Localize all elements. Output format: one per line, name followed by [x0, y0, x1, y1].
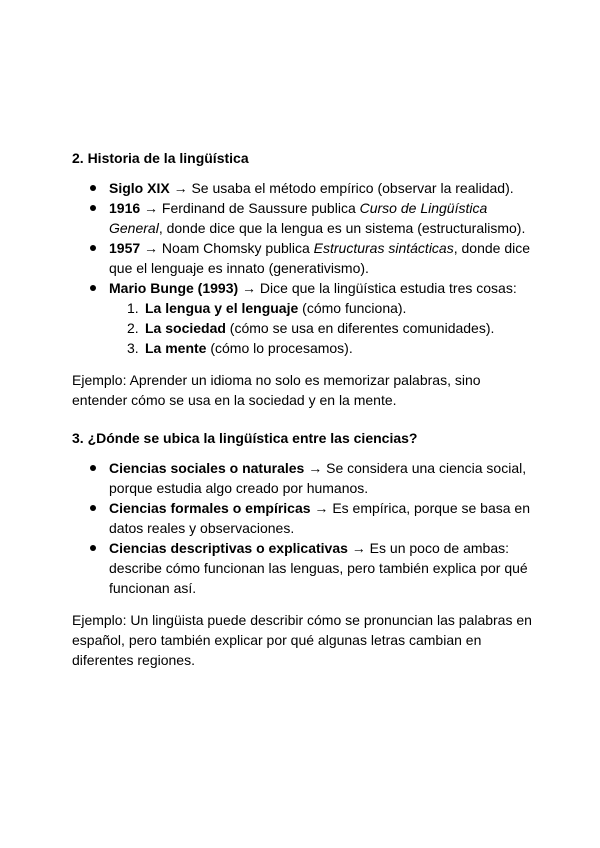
list-item: [72, 238, 532, 278]
bullet-icon: [90, 245, 96, 251]
item-text: (cómo funciona).: [298, 300, 407, 316]
item-term: 1957: [109, 240, 141, 256]
bullet-icon: [90, 505, 96, 511]
item-text: → Se usaba el método empírico (observar la realidad).: [169, 180, 514, 196]
bunge-sublist: [109, 298, 532, 358]
item-text: → Se considera una ciencia social, porque estudia algo creado por humanos.: [109, 460, 527, 496]
item-text: → Es empírica, porque se basa en datos reales y observaciones.: [109, 500, 530, 536]
item-term: La mente: [145, 340, 207, 356]
section-3-heading: 3. ¿Dónde se ubica la lingüística entre las ciencias?: [72, 430, 418, 446]
bullet-icon: [90, 465, 96, 471]
item-term: Ciencias descriptivas o explicativas: [109, 540, 348, 556]
item-term: 1916: [109, 200, 141, 216]
item-title: Estructuras sintácticas: [313, 240, 454, 256]
item-text: → Noam Chomsky publica: [140, 240, 314, 256]
item-term: Ciencias sociales o naturales: [109, 460, 305, 476]
item-term: La sociedad: [145, 320, 226, 336]
bullet-icon: [90, 205, 96, 211]
item-text: → Ferdinand de Saussure publica: [140, 200, 360, 216]
section-2-heading: 2. Historia de la lingüística: [72, 150, 249, 166]
item-term: La lengua y el lenguaje: [145, 300, 299, 316]
item-number: 1.: [127, 300, 139, 316]
list-item: [72, 198, 532, 238]
bullet-icon: [90, 185, 96, 191]
list-item: [72, 278, 532, 358]
item-text: → Es un poco de ambas: describe cómo funcionan las lenguas, pero también explica por qué funcionan así.: [109, 540, 528, 596]
item-term: Ciencias formales o empíricas: [109, 500, 311, 516]
sublist-item: [109, 338, 532, 358]
bullet-icon: [90, 545, 96, 551]
document-page: [72, 148, 532, 670]
list-item: [72, 538, 532, 598]
section-2-example: Ejemplo: Aprender un idioma no solo es memorizar palabras, sino entender cómo se usa en la sociedad y en la mente.: [72, 372, 481, 408]
list-item: [72, 498, 532, 538]
item-number: 2.: [127, 320, 139, 336]
history-list: [72, 178, 532, 358]
sciences-list: [72, 458, 532, 598]
list-item: [72, 178, 532, 198]
item-text: , donde dice que la lengua es un sistema (estructuralismo).: [158, 220, 526, 236]
item-title: Curso de Lingüística General: [109, 200, 488, 236]
item-text: (cómo se usa en diferentes comunidades).: [225, 320, 495, 336]
item-text: → Dice que la lingüística estudia tres cosas:: [238, 280, 517, 296]
item-number: 3.: [127, 340, 139, 356]
section-3-example: Ejemplo: Un lingüista puede describir cómo se pronuncian las palabras en español, pero también explicar por qué algunas letras cambian en diferentes regiones.: [72, 612, 532, 668]
item-term: Siglo XIX: [109, 180, 170, 196]
item-term: Mario Bunge (1993): [109, 280, 239, 296]
item-text: , donde dice que el lenguaje es innato (generativismo).: [109, 240, 531, 276]
bullet-icon: [90, 285, 96, 291]
item-text: (cómo lo procesamos).: [206, 340, 353, 356]
list-item: [72, 458, 532, 498]
sublist-item: [109, 298, 532, 318]
sublist-item: [109, 318, 532, 338]
